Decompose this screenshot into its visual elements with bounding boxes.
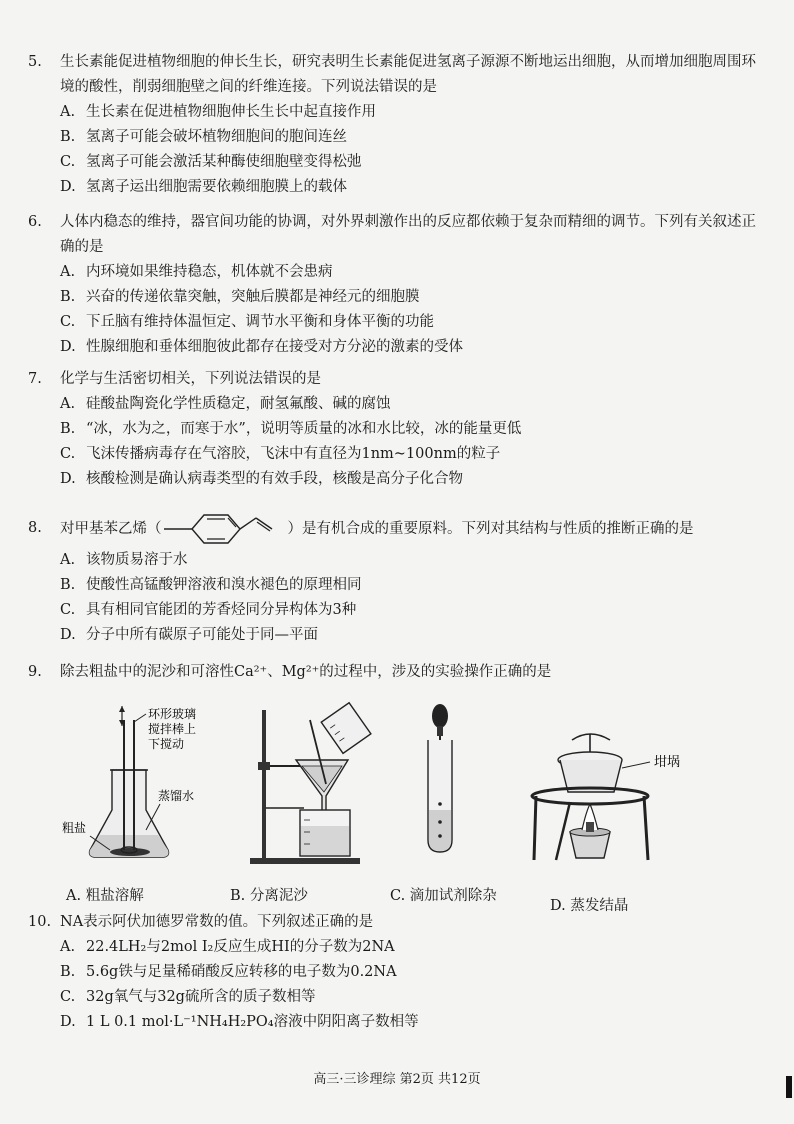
question-7: [28, 367, 758, 492]
question-number: 10.: [28, 914, 52, 930]
option-a: A. 生长素在促进植物细胞伸长生长中起直接作用: [60, 104, 376, 120]
option-d: D. 1 L 0.1 mol·L⁻¹NH₄H₂PO₄溶液中阴阳离子数相等: [60, 1014, 419, 1030]
question-number: 7.: [28, 371, 42, 387]
question-number: 5.: [28, 54, 42, 70]
stir-label-3: 下搅动: [148, 737, 185, 751]
caption-a: A. 粗盐溶解: [66, 888, 144, 904]
option-d: D. 分子中所有碳原子可能处于同—平面: [60, 627, 318, 643]
option-b: B. 兴奋的传递依靠突触，突触后膜都是神经元的细胞膜: [60, 289, 420, 305]
option-c: C. 下丘脑有维持体温恒定、调节水平衡和身体平衡的功能: [60, 314, 434, 330]
question-number: 6.: [28, 214, 42, 230]
salt-label: 粗盐: [62, 821, 87, 835]
option-d: D. 性腺细胞和垂体细胞彼此都存在接受对方分泌的激素的受体: [60, 339, 463, 355]
question-stem: 对甲基苯乙烯（ ）是有机合成的重要原料。下列对其结构与性质的推断正确的是: [60, 510, 758, 548]
question-number: 8.: [28, 520, 42, 536]
option-a: A. 硅酸盐陶瓷化学性质稳定，耐氢氟酸、碱的腐蚀: [60, 396, 391, 412]
option-c: C. 32g氧气与32g硫所含的质子数相等: [60, 989, 316, 1005]
option-a: A. 内环境如果维持稳态，机体就不会患病: [60, 264, 333, 280]
question-6: [28, 210, 758, 360]
stir-label-1: 环形玻璃: [148, 707, 197, 721]
caption-d: D. 蒸发结晶: [550, 898, 629, 914]
question-5: [28, 50, 758, 200]
question-number: 9.: [28, 664, 42, 680]
question-stem: 生长素能促进植物细胞的伸长生长，研究表明生长素能促进氢离子源源不断地运出细胞，从而增加细胞周围环境的酸性，削弱细胞壁之间的纤维连接。下列说法错误的是: [60, 54, 756, 95]
option-b: B. 氢离子可能会破坏植物细胞间的胞间连丝: [60, 129, 347, 145]
water-label: 蒸馏水: [158, 789, 195, 803]
question-stem: 化学与生活密切相关，下列说法错误的是: [60, 371, 321, 387]
apparatus-figures: [60, 700, 760, 870]
stir-label-2: 搅拌棒上: [148, 722, 197, 736]
question-stem: 除去粗盐中的泥沙和可溶性Ca²⁺、Mg²⁺的过程中，涉及的实验操作正确的是: [60, 664, 552, 680]
option-d: D. 氢离子运出细胞需要依赖细胞膜上的载体: [60, 179, 347, 195]
question-8: [28, 510, 758, 648]
caption-b: B. 分离泥沙: [230, 888, 308, 904]
page-footer: 高三·三诊理综 第2页 共12页: [313, 1072, 481, 1087]
p-methylstyrene-structure-icon: [162, 510, 288, 548]
option-b: B. 5.6g铁与足量稀硝酸反应转移的电子数为0.2NA: [60, 964, 397, 980]
option-c: C. 氢离子可能会激活某种酶使细胞壁变得松弛: [60, 154, 362, 170]
question-stem: NA表示阿伏加德罗常数的值。下列叙述正确的是: [60, 914, 374, 930]
option-c: C. 具有相同官能团的芳香烃同分异构体为3种: [60, 602, 357, 618]
option-a: A. 22.4LH₂与2mol I₂反应生成HI的分子数为2NA: [60, 939, 395, 955]
edge-mark: [786, 1076, 792, 1098]
caption-c: C. 滴加试剂除杂: [390, 888, 497, 904]
option-a: A. 该物质易溶于水: [60, 552, 188, 568]
figure-dissolve-apparatus: [60, 700, 210, 870]
option-b: B. 使酸性高锰酸钾溶液和溴水褪色的原理相同: [60, 577, 362, 593]
figure-filtration-apparatus: [240, 700, 380, 870]
option-c: C. 飞沫传播病毒存在气溶胶，飞沫中有直径为1nm~100nm的粒子: [60, 446, 501, 462]
crucible-label: 坩埚: [654, 755, 681, 770]
option-d: D. 核酸检测是确认病毒类型的有效手段，核酸是高分子化合物: [60, 471, 463, 487]
figure-crucible-apparatus: [530, 700, 710, 870]
question-10: [28, 910, 758, 1035]
figure-dropper-apparatus: [400, 700, 490, 870]
question-9: [28, 660, 758, 685]
option-b: B. “冰，水为之，而寒于水”，说明等质量的冰和水比较，冰的能量更低: [60, 421, 522, 437]
question-stem: 人体内稳态的维持，器官间功能的协调，对外界刺激作出的反应都依赖于复杂而精细的调节。下列有关叙述正确的是: [60, 214, 756, 255]
